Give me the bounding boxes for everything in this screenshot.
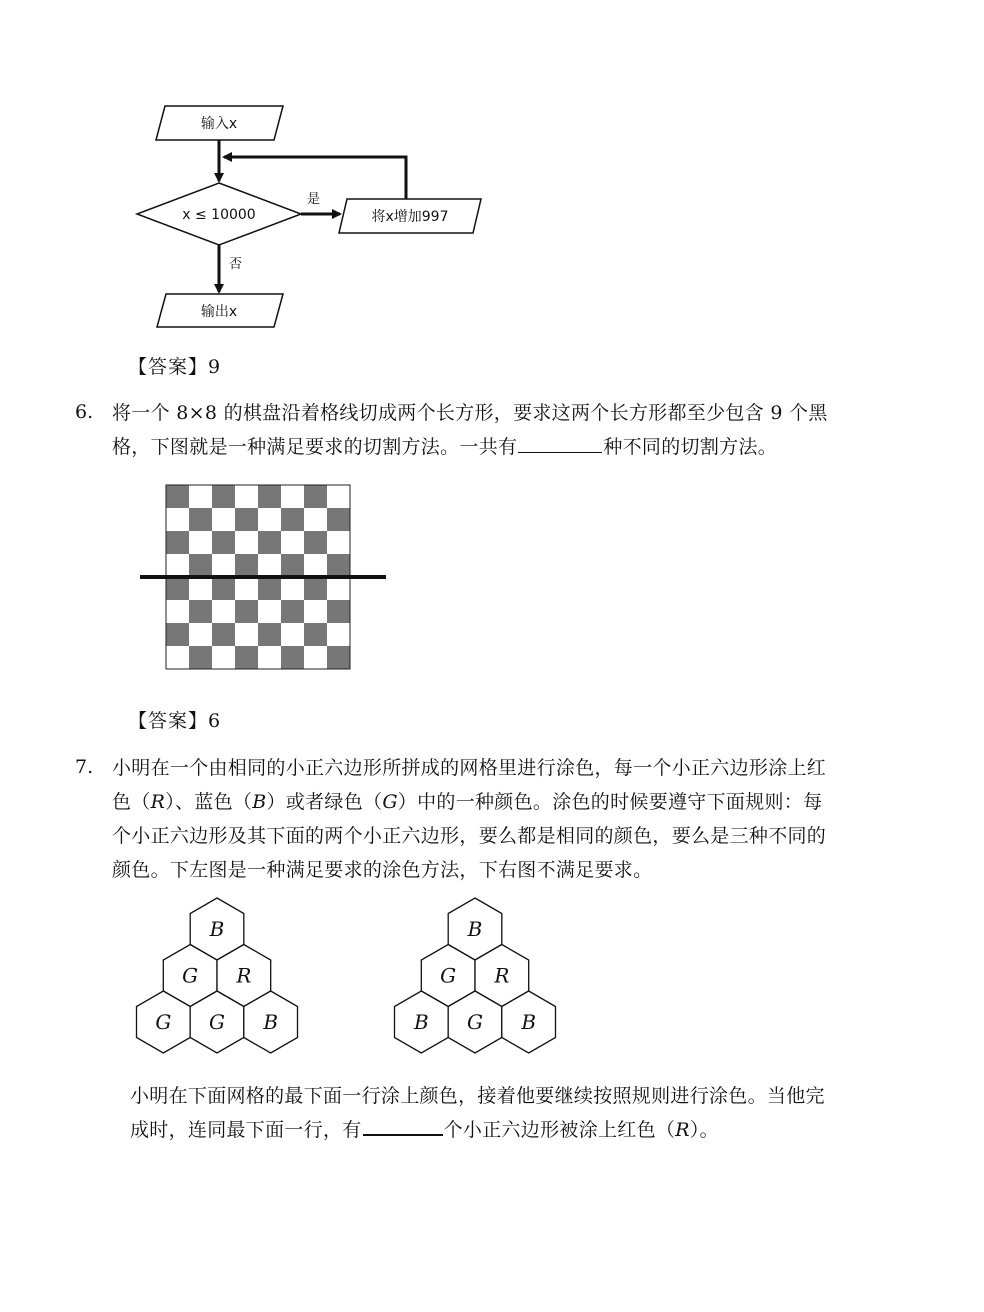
board-cell	[258, 623, 281, 646]
board-cell	[189, 508, 212, 531]
board-cell	[327, 577, 350, 600]
right-hex-pyramid	[395, 898, 556, 1053]
board-cell	[212, 531, 235, 554]
board-cell	[235, 508, 258, 531]
q7-line2-d: ）中的一种颜色。涂色的时候要遵守下面规则：每	[397, 791, 823, 813]
hexagon-label: G	[467, 1010, 483, 1034]
board-cell	[189, 577, 212, 600]
no-label: 否	[229, 257, 243, 272]
question-6-line-2	[112, 430, 828, 464]
condition-label: x ≤ 10000	[182, 207, 256, 223]
question-7-text	[112, 751, 826, 887]
board-cell	[304, 577, 327, 600]
question-7-sub-line-1: 小明在下面网格的最下面一行涂上颜色，接着他要继续按照规则进行涂色。当他完	[130, 1085, 825, 1107]
board-cell	[166, 623, 189, 646]
board-cell	[235, 577, 258, 600]
board-cell	[166, 600, 189, 623]
board-cell	[304, 531, 327, 554]
flowchart	[0, 0, 984, 340]
board-cell	[304, 646, 327, 669]
question-7-number: 7.	[75, 756, 94, 778]
q7-line2-r: R	[150, 791, 166, 813]
left-hex-pyramid	[137, 898, 298, 1053]
board-cell	[212, 577, 235, 600]
question-6-text	[112, 396, 828, 464]
question-6-number: 6.	[75, 401, 94, 423]
question-7-line-4: 颜色。下左图是一种满足要求的涂色方法，下右图不满足要求。	[112, 859, 653, 881]
output-label: 输出x	[200, 304, 238, 320]
board-cell	[212, 554, 235, 577]
board-cell	[212, 600, 235, 623]
q7-sub-line2-a: 成时，连同最下面一行，有	[130, 1119, 362, 1141]
question-7-sub-line-2	[130, 1113, 825, 1147]
question-7-line-2	[112, 785, 826, 819]
yes-label: 是	[307, 192, 321, 207]
question-7-sub-text	[130, 1079, 825, 1147]
hexagon-label: G	[155, 1010, 172, 1034]
hexagon-label: B	[521, 1010, 537, 1034]
board-cell	[189, 485, 212, 508]
question-7-answer-blank	[363, 1116, 443, 1136]
board-cell	[189, 531, 212, 554]
board-cell	[281, 646, 304, 669]
board-cell	[304, 623, 327, 646]
answer-5: 【答案】9	[128, 356, 222, 378]
board-cell	[166, 646, 189, 669]
board-cell	[258, 531, 281, 554]
question-6-answer-blank	[518, 434, 602, 453]
board-cell	[304, 508, 327, 531]
board-cell	[327, 600, 350, 623]
board-cell	[235, 554, 258, 577]
board-cell	[281, 485, 304, 508]
board-cell	[304, 485, 327, 508]
board-cell	[327, 485, 350, 508]
hexagon-label: G	[440, 963, 457, 988]
board-cell	[166, 485, 189, 508]
q7-sub-line2-r: R	[675, 1119, 690, 1141]
board-cell	[189, 623, 212, 646]
board-cell	[212, 485, 235, 508]
q7-line2-b: ）、蓝色（	[165, 791, 253, 813]
answer-6: 【答案】6	[128, 710, 222, 732]
board-cell	[304, 600, 327, 623]
board-cell	[281, 508, 304, 531]
board-cell	[327, 646, 350, 669]
hexagon-label: B	[413, 1010, 429, 1034]
board-cell	[327, 508, 350, 531]
hexagon-label: G	[182, 963, 199, 988]
hex-pyramids-figure	[0, 890, 984, 1070]
hexagon-label: B	[467, 917, 483, 941]
hexagon-label: R	[236, 963, 252, 988]
board-cell	[212, 508, 235, 531]
board-cell	[212, 646, 235, 669]
board-cell	[304, 554, 327, 577]
board-cell	[258, 485, 281, 508]
board-cell	[189, 646, 212, 669]
board-cell	[235, 646, 258, 669]
board-cell	[281, 600, 304, 623]
hexagon-label: R	[494, 963, 510, 988]
q7-line2-a: 色（	[112, 791, 151, 813]
board-cell	[166, 508, 189, 531]
board-cell	[281, 531, 304, 554]
hexagon-label: G	[209, 1010, 225, 1034]
board-cell	[327, 554, 350, 577]
board-cell	[235, 600, 258, 623]
board-cell	[235, 485, 258, 508]
hexagon-label: B	[263, 1010, 279, 1034]
board-cell	[166, 531, 189, 554]
question-6-line-2-a: 格，下图就是一种满足要求的切割方法。一共有	[112, 436, 518, 458]
q7-line2-bl: B	[252, 791, 267, 813]
chessboard-figure	[0, 470, 420, 680]
q7-line2-g: G	[382, 791, 398, 813]
board-cell	[258, 646, 281, 669]
board-cell	[212, 623, 235, 646]
question-7-line-1: 小明在一个由相同的小正六边形所拼成的网格里进行涂色，每一个小正六边形涂上红	[112, 757, 827, 779]
q7-sub-line2-b: 个小正六边形被涂上红色（	[443, 1119, 676, 1141]
board-cell	[258, 508, 281, 531]
question-6-line-1: 将一个 8×8 的棋盘沿着格线切成两个长方形，要求这两个长方形都至少包含 9 个黑	[112, 402, 828, 424]
board-cell	[189, 600, 212, 623]
board-cell	[327, 531, 350, 554]
board-cell	[258, 600, 281, 623]
q7-line2-c: ）或者绿色（	[266, 791, 383, 813]
increment-label: 将x增加997	[371, 209, 449, 225]
board-cell	[235, 623, 258, 646]
board-cell	[281, 554, 304, 577]
board-cell	[166, 554, 189, 577]
hexagon-label: B	[209, 917, 225, 941]
input-label: 输入x	[200, 116, 238, 132]
board-cell	[327, 623, 350, 646]
question-6-line-2-b: 种不同的切割方法。	[603, 436, 778, 458]
q7-sub-line2-c: ）。	[689, 1119, 719, 1141]
board-cell	[166, 577, 189, 600]
board-cell	[189, 554, 212, 577]
question-7-line-3: 个小正六边形及其下面的两个小正六边形，要么都是相同的颜色，要么是三种不同的	[112, 825, 827, 847]
board-cell	[258, 577, 281, 600]
board-cell	[281, 577, 304, 600]
board-cell	[258, 554, 281, 577]
board-cell	[281, 623, 304, 646]
board-cell	[235, 531, 258, 554]
